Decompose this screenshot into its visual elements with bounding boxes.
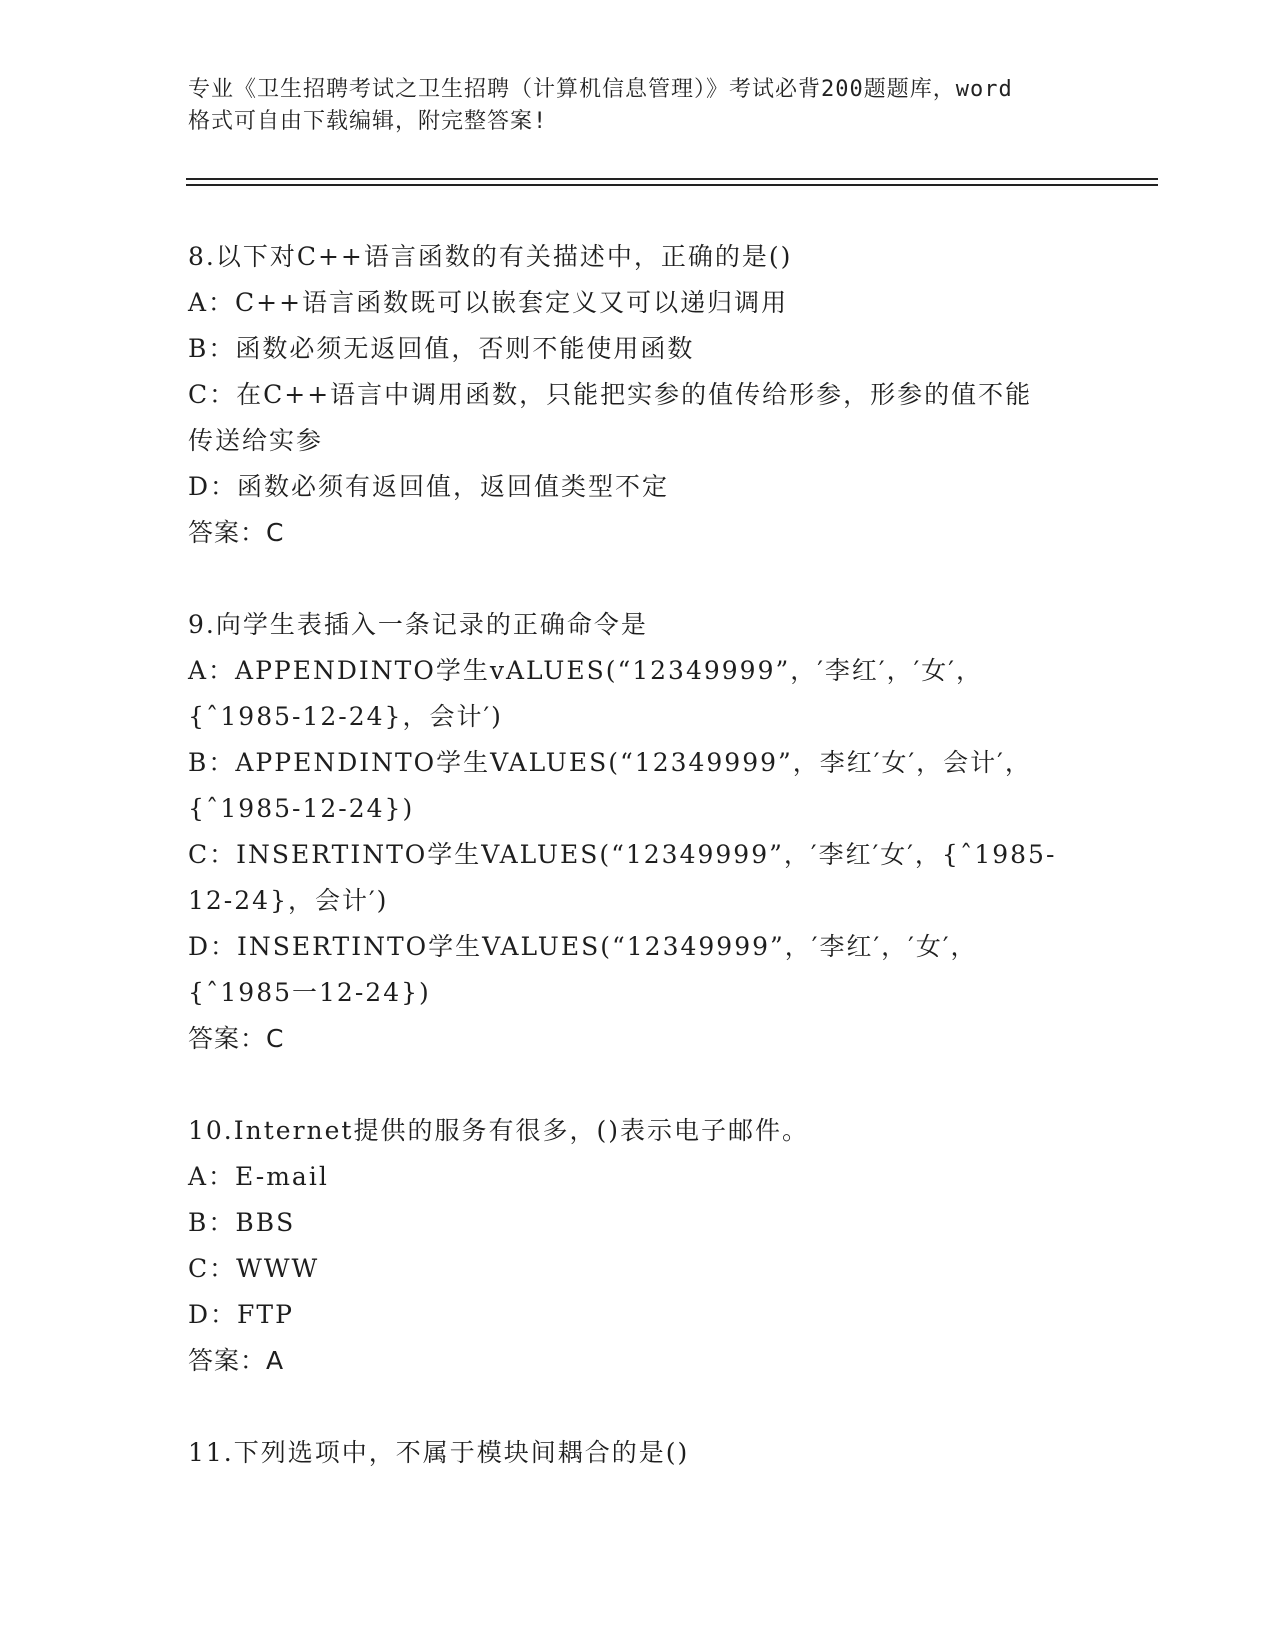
option-b: B：APPENDINTO学生VALUES(“12349999”，李红′女′，会计′， [188,748,1032,777]
answer-label: 答案：A [188,1346,285,1375]
option-a-continued: {ˆ1985-12-24}，会计′) [188,702,503,731]
answer-label: 答案：C [188,1024,285,1053]
question-8 [188,234,1088,556]
option-d: D：函数必须有返回值，返回值类型不定 [188,472,670,501]
header-title-line-1: 专业《卫生招聘考试之卫生招聘（计算机信息管理）》考试必背200题题库，word [188,77,1013,102]
question-stem: 9.向学生表插入一条记录的正确命令是 [188,610,648,639]
option-b-continued: {ˆ1985-12-24}) [188,794,415,823]
question-11 [188,1430,1088,1476]
question-stem: 8.以下对C++语言函数的有关描述中，正确的是() [188,242,793,271]
option-b: B：BBS [188,1208,296,1237]
option-c: C：INSERTINTO学生VALUES(“12349999”，′李红′女′，{ˆ1985- [188,840,1057,869]
header-divider-top [186,178,1158,180]
question-stem: 10.Internet提供的服务有很多，()表示电子邮件。 [188,1116,809,1145]
option-d: D：INSERTINTO学生VALUES(“12349999”，′李红′，′女′， [188,932,978,961]
option-c-continued: 传送给实参 [188,426,324,455]
header-title-line-2: 格式可自由下载编辑，附完整答案! [188,109,548,134]
option-c-continued: 12-24}，会计′) [188,886,389,915]
option-a: A：E-mail [188,1162,329,1191]
question-9 [188,602,1088,1062]
option-b: B：函数必须无返回值，否则不能使用函数 [188,334,695,363]
option-d-continued: {ˆ1985一12-24}) [188,978,431,1007]
answer-label: 答案：C [188,518,285,547]
option-d: D：FTP [188,1300,294,1329]
question-10 [188,1108,1088,1384]
question-stem: 11.下列选项中，不属于模块间耦合的是() [188,1438,690,1467]
question-list [188,234,1088,1522]
option-a: A：APPENDINTO学生vALUES(“12349999”，′李红′，′女′， [188,656,983,685]
option-c: C：WWW [188,1254,320,1283]
option-c: C：在C++语言中调用函数，只能把实参的值传给形参，形参的值不能 [188,380,1033,409]
document-header [188,74,1088,138]
option-a: A：C++语言函数既可以嵌套定义又可以递归调用 [188,288,789,317]
header-divider-bottom [186,184,1158,186]
